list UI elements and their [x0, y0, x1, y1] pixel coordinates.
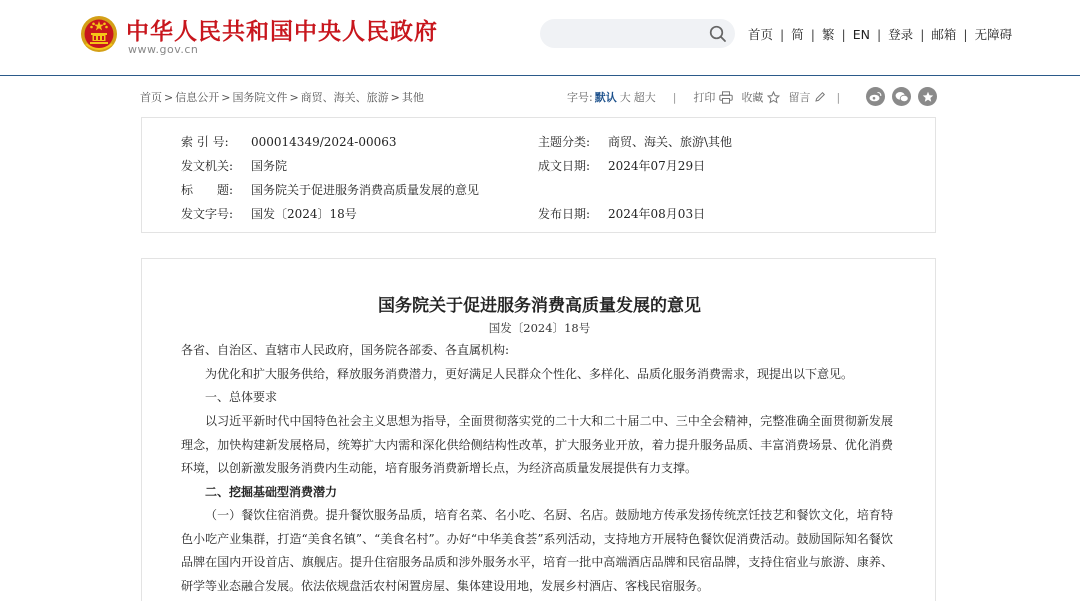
info-index-value: 000014349/2024-00063: [251, 135, 397, 149]
print-button[interactable]: [693, 89, 733, 105]
top-nav: [748, 25, 1012, 43]
article-body: [141, 258, 936, 601]
site-url: www.gov.cn: [128, 43, 199, 56]
info-created-label: 成文日期:: [538, 159, 591, 173]
article-tools: [567, 89, 857, 105]
info-docno-row: [181, 205, 357, 222]
info-docno-value: 国发〔2024〕18号: [251, 207, 357, 221]
printer-icon: [719, 91, 733, 104]
favorite-button[interactable]: [741, 89, 780, 105]
star-icon: [767, 91, 780, 104]
search-icon[interactable]: [708, 24, 728, 44]
section-heading-1: 一、总体要求: [205, 390, 278, 404]
info-index-label: 索 引 号:: [181, 135, 229, 149]
breadcrumb-other[interactable]: 其他: [401, 91, 424, 104]
weibo-share-button[interactable]: [866, 87, 885, 106]
info-docno-label: 发文字号:: [181, 207, 234, 221]
info-issuer-row: [181, 157, 287, 174]
comment-button[interactable]: [788, 89, 826, 105]
info-created-row: [538, 157, 705, 174]
article-addressee: 各省、自治区、直辖市人民政府，国务院各部委、各直属机构:: [181, 343, 510, 357]
nav-separator: |: [963, 26, 968, 42]
info-title-value: 国务院关于促进服务消费高质量发展的意见: [251, 183, 480, 197]
nav-traditional[interactable]: 繁: [821, 27, 835, 42]
breadcrumb-separator: >: [390, 91, 400, 104]
info-category-row: [538, 133, 732, 150]
nav-mail[interactable]: 邮箱: [931, 27, 957, 42]
favorite-label: 收藏: [741, 91, 764, 104]
breadcrumb-separator: >: [164, 91, 174, 104]
print-label: 打印: [693, 91, 716, 104]
font-size-label: 字号:: [567, 91, 593, 104]
article-title: 国务院关于促进服务消费高质量发展的意见: [378, 296, 701, 316]
article-intro: 为优化和扩大服务供给，释放服务消费潜力，更好满足人民群众个性化、多样化、品质化服务消费需求，现提出以下意见。: [205, 367, 854, 381]
info-published-value: 2024年08月03日: [608, 207, 706, 221]
nav-separator: |: [920, 26, 925, 42]
section-heading-2: 二、挖掘基础型消费潜力: [205, 485, 338, 499]
info-category-value: 商贸、海关、旅游\其他: [608, 135, 733, 149]
tools-separator: |: [836, 90, 841, 104]
weibo-icon: [869, 91, 882, 102]
info-title-label: 标 题:: [181, 183, 234, 197]
search-input[interactable]: [540, 19, 735, 48]
wechat-share-button[interactable]: [892, 87, 911, 106]
nav-accessibility[interactable]: 无障碍: [974, 27, 1013, 42]
wechat-icon: [895, 91, 909, 103]
tools-separator: |: [672, 90, 677, 104]
nav-home[interactable]: 首页: [748, 27, 774, 42]
comment-label: 留言: [788, 91, 811, 104]
section-paragraph-2: （一）餐饮住宿消费。提升餐饮服务品质，培育名菜、名小吃、名厨、名店。鼓励地方传承发扬传统烹饪技艺和餐饮文化，培育特色小吃产业集群，打造“美食名镇”、“美食名村”。办好“中华美食荟”系列活动，支持地方开展特色餐饮促消费活动。鼓励国际知名餐饮品牌在国内开设首店、旗舰店。提升住宿服务品质和涉外服务水平，培育一批中高端酒店品牌和民宿品牌，支持住宿业与旅游、康养、研学等业态融合发展。依法依规盘活农村闲置房屋、集体建设用地，发展乡村酒店、客栈民宿服务。: [181, 508, 893, 593]
info-published-label: 发布日期:: [538, 207, 591, 221]
info-issuer-label: 发文机关:: [181, 159, 234, 173]
site-title[interactable]: 中华人民共和国中央人民政府: [126, 18, 438, 45]
nav-simplified[interactable]: 简: [791, 27, 804, 42]
breadcrumb-info-public[interactable]: 信息公开: [175, 91, 220, 104]
breadcrumb-trade-customs-tourism[interactable]: 商贸、海关、旅游: [300, 91, 389, 104]
info-created-value: 2024年07月29日: [608, 159, 706, 173]
favorite-share-button[interactable]: [918, 87, 937, 106]
info-title-row: [181, 181, 479, 198]
nav-english[interactable]: EN: [852, 26, 870, 42]
breadcrumb-state-council-docs[interactable]: 国务院文件: [232, 91, 288, 104]
info-published-row: [538, 205, 705, 222]
breadcrumb: [140, 89, 424, 105]
breadcrumb-separator: >: [221, 91, 231, 104]
national-emblem-icon[interactable]: [80, 14, 118, 54]
article-doc-number: 国发〔2024〕18号: [488, 321, 591, 335]
info-issuer-value: 国务院: [251, 159, 288, 173]
nav-separator: |: [841, 26, 846, 42]
font-size-large[interactable]: 大: [619, 91, 631, 104]
site-header: [0, 0, 1080, 76]
pencil-icon: [814, 91, 826, 103]
favorite-star-icon: [922, 91, 934, 103]
breadcrumb-home[interactable]: 首页: [140, 91, 162, 104]
nav-login[interactable]: 登录: [888, 27, 914, 42]
info-index-row: [181, 133, 397, 150]
nav-separator: |: [810, 26, 815, 42]
document-info-panel: [141, 117, 936, 233]
font-size-xlarge[interactable]: 超大: [633, 91, 656, 104]
breadcrumb-separator: >: [289, 91, 299, 104]
font-size-default[interactable]: 默认: [594, 91, 617, 104]
section-paragraph-1: 以习近平新时代中国特色社会主义思想为指导，全面贯彻落实党的二十大和二十届二中、三中全会精神，完整准确全面贯彻新发展理念，加快构建新发展格局，统筹扩大内需和深化供给侧结构性改革，扩大服务业开放，着力提升服务品质、丰富消费场景、优化消费环境，以创新激发服务消费内生动能，培育服务消费新增长点，为经济高质量发展提供有力支撑。: [181, 414, 893, 475]
info-category-label: 主题分类:: [538, 135, 591, 149]
nav-separator: |: [876, 26, 882, 42]
nav-separator: |: [780, 26, 785, 42]
